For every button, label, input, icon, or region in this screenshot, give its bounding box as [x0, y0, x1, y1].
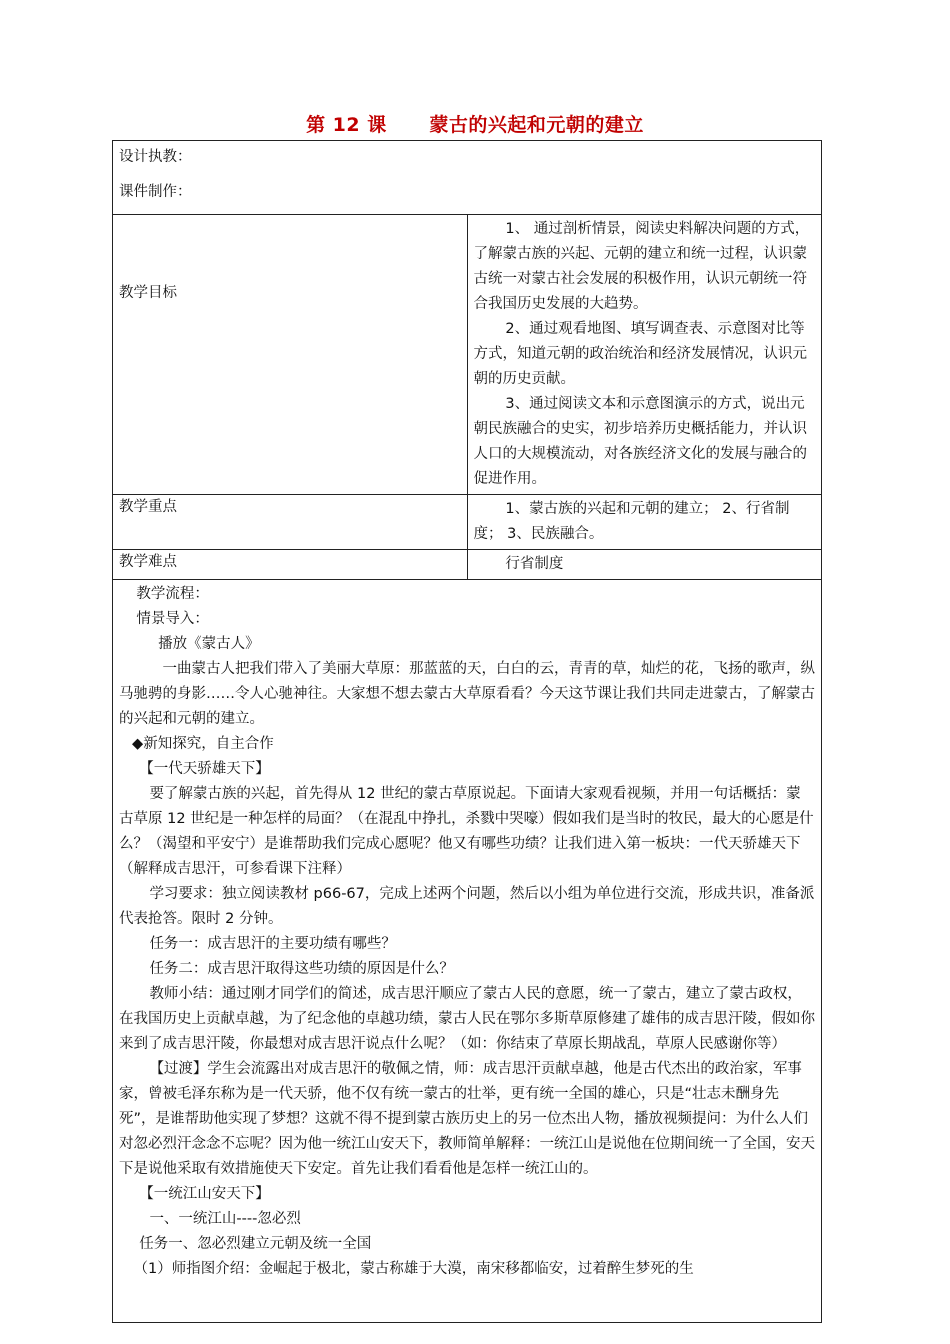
map-intro-line: （1）师指图介绍：金崛起于极北，蒙古称雄于大漠，南宋移都临安，过着醉生梦死的生 — [133, 1261, 694, 1277]
objective-item: 2、通过观看地图、填写调查表、示意图对比等方式，知道元朝的政治统治和经济发展情况，认识元朝的历史贡献。 — [473, 321, 807, 387]
key-points-content-cell — [467, 495, 822, 550]
task-one: 任务一：成吉思汗的主要功绩有哪些？ — [149, 936, 396, 952]
flow-cell — [113, 580, 822, 1323]
objective-item: 1、 通过剖析情景，阅读史料解决问题的方式，了解蒙古族的兴起、元朝的建立和统一过程，认识蒙古统一对蒙古社会发展的积极作用，认识元朝统一符合我国历史发展的大趋势。 — [473, 221, 810, 312]
explore-heading: ◆新知探究，自主合作 — [132, 736, 274, 752]
transition-paragraph: 【过渡】学生会流露出对成吉思汗的敬佩之情，师：成吉思汗贡献卓越，他是古代杰出的政治家，军事家，曾被毛泽东称为是一代天骄，他不仅有统一蒙古的壮举，更有统一全国的雄心，只是“壮志未酬身先死”，是谁帮助他实现了梦想？这就不得不提到蒙古族历史上的另一位杰出人物，播放视频提问：为什么人们对忽必烈汗念念不忘呢？因为他一统江山安天下，教师简单解释：一统江山是说他在位期间统一了全国，安天下是说他采取有效措施使天下安定。首先让我们看看他是怎样一统江山的。 — [119, 1061, 815, 1177]
teacher-summary: 教师小结：通过刚才同学们的简述，成吉思汗顺应了蒙古人民的意愿，统一了蒙古，建立了蒙古政权，在我国历史上贡献卓越，为了纪念他的卓越功绩，蒙古人民在鄂尔多斯草原修建了雄伟的成吉思汗陵，假如你来到了成吉思汗陵，你最想对成吉思汗说点什么呢？（如：你结束了草原长期战乱，草原人民感谢你等） — [119, 986, 815, 1052]
study-requirement: 学习要求：独立阅读教材 p66-67，完成上述两个问题，然后以小组为单位进行交流，形成共识，准备派代表抢答。限时 2 分钟。 — [119, 886, 815, 927]
difficulty-row — [113, 550, 822, 580]
courseware-label: 课件制作： — [119, 184, 192, 200]
intro-paragraph: 一曲蒙古人把我们带入了美丽大草原：那蓝蓝的天，白白的云，青青的草，灿烂的花，飞扬的歌声，纵马驰骋的身影……令人心驰神往。大家想不想去蒙古大草原看看？今天这节课让我们共同走进蒙古，了解蒙古的兴起和元朝的建立。 — [119, 661, 815, 727]
section-heading-1: 【一代天骄雄天下】 — [139, 761, 270, 777]
design-row — [113, 141, 822, 215]
key-points-label-cell — [113, 495, 468, 550]
objective-item: 3、通过阅读文本和示意图演示的方式，说出元朝民族融合的史实，初步培养历史概括能力，并认识人口的大规模流动，对各族经济文化的发展与融合的促进作用。 — [473, 396, 807, 487]
flow-row — [113, 580, 822, 1323]
lesson-plan-table — [112, 140, 822, 1323]
objectives-content-cell — [467, 215, 822, 495]
task-two: 任务二：成吉思汗取得这些功绩的原因是什么？ — [149, 961, 454, 977]
objectives-label-cell — [113, 215, 468, 495]
objectives-row — [113, 215, 822, 495]
difficulty-text: 行省制度 — [505, 556, 564, 572]
objectives-label: 教学目标 — [119, 285, 177, 301]
play-song-line: 播放《蒙古人》 — [158, 636, 260, 652]
flow-heading: 教学流程： — [136, 586, 209, 602]
designer-label: 设计执教： — [119, 149, 192, 165]
subsection-unify: 一、一统江山----忽必烈 — [149, 1211, 301, 1227]
difficulty-label: 教学难点 — [119, 554, 177, 570]
key-points-row — [113, 495, 822, 550]
difficulty-content-cell — [467, 550, 822, 580]
key-points-label: 教学重点 — [119, 499, 177, 515]
key-points-text: 1、蒙古族的兴起和元朝的建立； 2、行省制度； 3、民族融合。 — [473, 501, 790, 542]
intro-heading: 情景导入： — [136, 611, 209, 627]
difficulty-label-cell — [113, 550, 468, 580]
section-heading-2: 【一统江山安天下】 — [139, 1186, 270, 1202]
page-title: 第 12 课 蒙古的兴起和元朝的建立 — [306, 114, 644, 136]
section1-paragraph: 要了解蒙古族的兴起，首先得从 12 世纪的蒙古草原说起。下面请大家观看视频，并用一句话概括：蒙古草原 12 世纪是一种怎样的局面？（在混乱中挣扎，杀戮中哭嚎）假如我们是当时的牧民，最大的心愿是什么？（渴望和平安宁）是谁帮助我们完成心愿呢？他又有哪些功绩？让我们进入第一板块：一代天骄雄天下（解释成吉思汗，可参看课下注释） — [119, 786, 814, 877]
design-cell — [113, 141, 822, 215]
task-kublai: 任务一、忽必烈建立元朝及统一全国 — [139, 1236, 372, 1252]
